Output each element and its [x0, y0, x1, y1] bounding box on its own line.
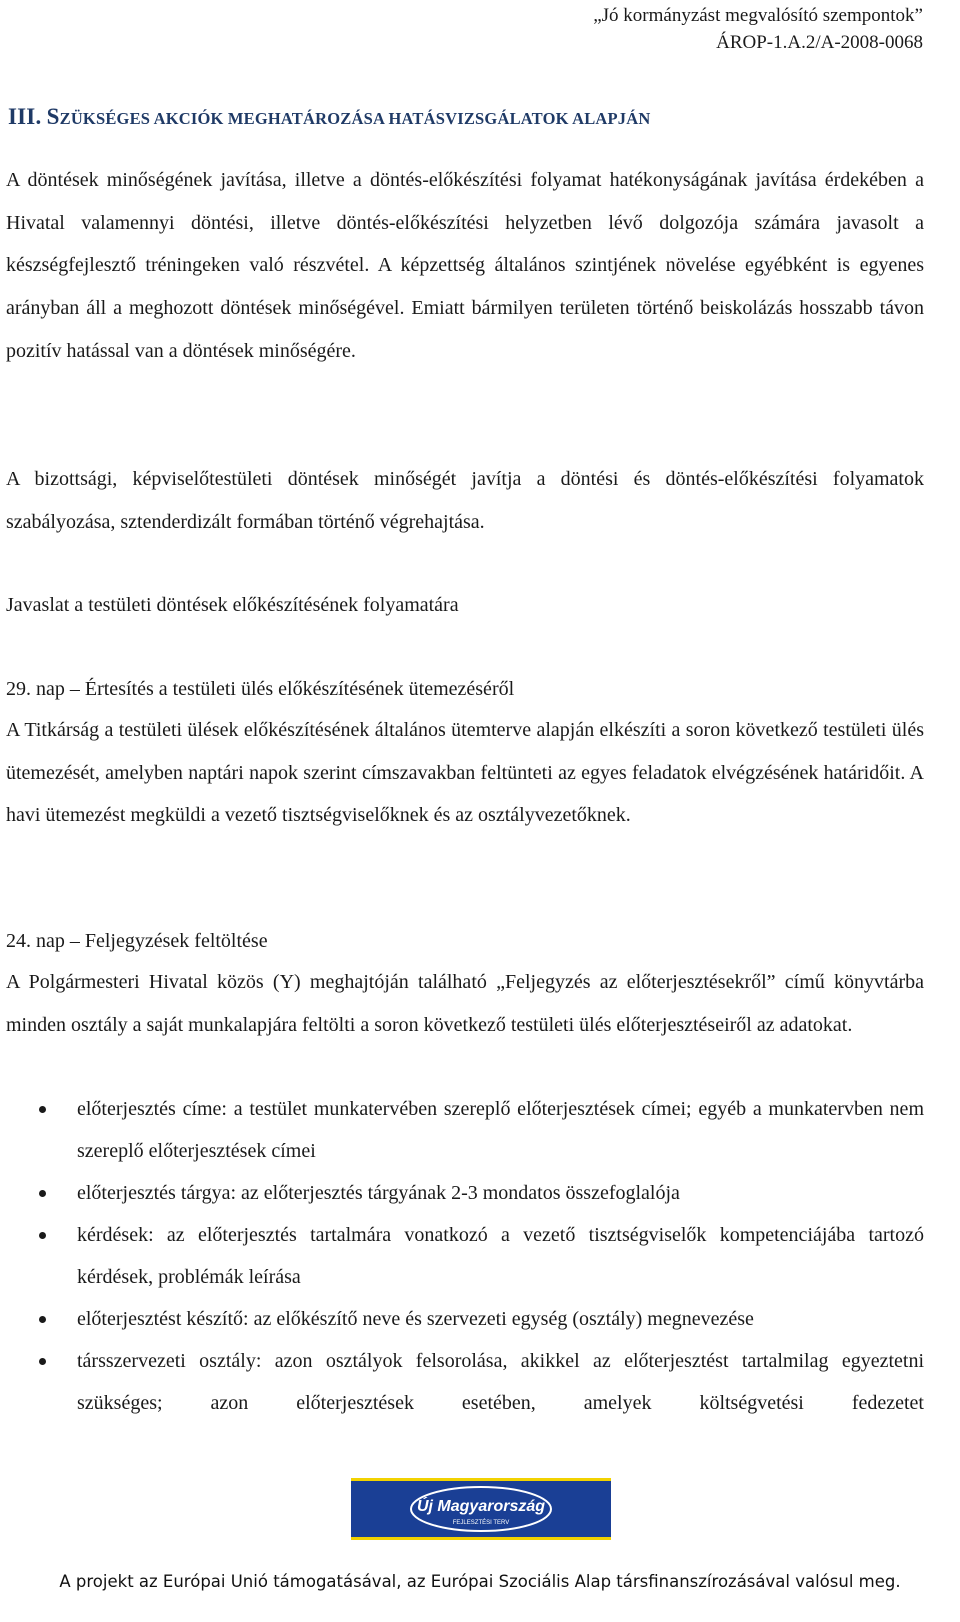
list-item: előterjesztés címe: a testület munkatervében szereplő előterjesztések címei; egyéb a munkatervben nem szereplő előterjesztések címei — [0, 1088, 924, 1172]
bullet-icon — [39, 1358, 46, 1365]
proposal-title: Javaslat a testületi döntések előkészítésének folyamatára — [6, 594, 459, 616]
paragraph-training: A döntések minőségének javítása, illetve a döntés-előkészítési folyamat hatékonyságának javítása érdekében a Hivatal valamennyi döntési, illetve döntés-előkészítési helyzetben lévő dolgozója számára javasolt a készségfejlesztő tréningeken való részvétel. A képzettség általános szintjének növelése egyébként is egyenes arányban áll a meghozott döntések minőségével. Emiatt bármilyen területen történő beiskolázás hosszabb távon pozitív hatással van a döntések minőségére. — [6, 169, 924, 362]
section-number: III. — [8, 104, 42, 129]
bullet-icon — [39, 1190, 46, 1197]
list-item: társszervezeti osztály: azon osztályok felsorolása, akikkel az előterjesztést tartalmilag egyeztetni szükséges; azon előterjesztések esetében, amelyek költségvetési fedezetet — [0, 1340, 924, 1424]
header-title: „Jó kormányzást megvalósító szempontok” — [593, 5, 923, 26]
document-header — [593, 2, 923, 56]
bullet-icon — [39, 1106, 46, 1113]
day24-body: A Polgármesteri Hivatal közös (Y) meghajtóján található „Feljegyzés az előterjesztésekről” című könyvtárba minden osztály a saját munkalapjára feltölti a soron következő testületi ülés előterjesztéseiről az adatokat. — [6, 971, 924, 1036]
section-title-initial: S — [46, 104, 60, 129]
list-item: előterjesztést készítő: az előkészítő neve és szervezeti egység (osztály) megnevezése — [0, 1298, 924, 1340]
header-project-code: ÁROP-1.A.2/A-2008-0068 — [716, 32, 923, 53]
uj-magyarorszag-logo — [351, 1478, 611, 1540]
bullet-icon — [39, 1232, 46, 1239]
day24-title: 24. nap – Feljegyzések feltöltése — [6, 930, 268, 952]
list-item: kérdések: az előterjesztés tartalmára vonatkozó a vezető tisztségviselők kompetenciájába tartozó kérdések, problémák leírása — [0, 1214, 924, 1298]
field-list — [0, 1088, 924, 1424]
bullet-icon — [39, 1316, 46, 1323]
footer-note: A projekt az Európai Unió támogatásával, az Európai Szociális Alap társfinanszírozásával valósul meg. — [59, 1572, 901, 1591]
paragraph-regulation: A bizottsági, képviselőtestületi döntések minőségét javítja a döntési és döntés-előkészítési folyamatok szabályozása, sztenderdizált formában történő végrehajtása. — [6, 468, 924, 533]
day29-title: 29. nap – Értesítés a testületi ülés előkészítésének ütemezéséről — [6, 678, 515, 700]
day29-body: A Titkárság a testületi ülések előkészítésének általános ütemterve alapján elkészíti a soron következő testületi ülés ütemezését, amelyben naptári napok szerint címszavakban feltünteti az egyes feladatok elvégzésének határidőit. A havi ütemezést megküldi a vezető tisztségviselőknek és az osztályvezetőknek. — [6, 719, 924, 827]
logo-subtext: FEJLESZTÉSI TERV — [452, 1520, 510, 1526]
list-item: előterjesztés tárgya: az előterjesztés tárgyának 2-3 mondatos összefoglalója — [0, 1172, 924, 1214]
logo-text: Új Magyarország — [416, 1498, 546, 1515]
section-heading — [8, 104, 650, 130]
section-title-rest: ZÜKSÉGES AKCIÓK MEGHATÁROZÁSA HATÁSVIZSGÁLATOK ALAPJÁN — [59, 109, 651, 128]
